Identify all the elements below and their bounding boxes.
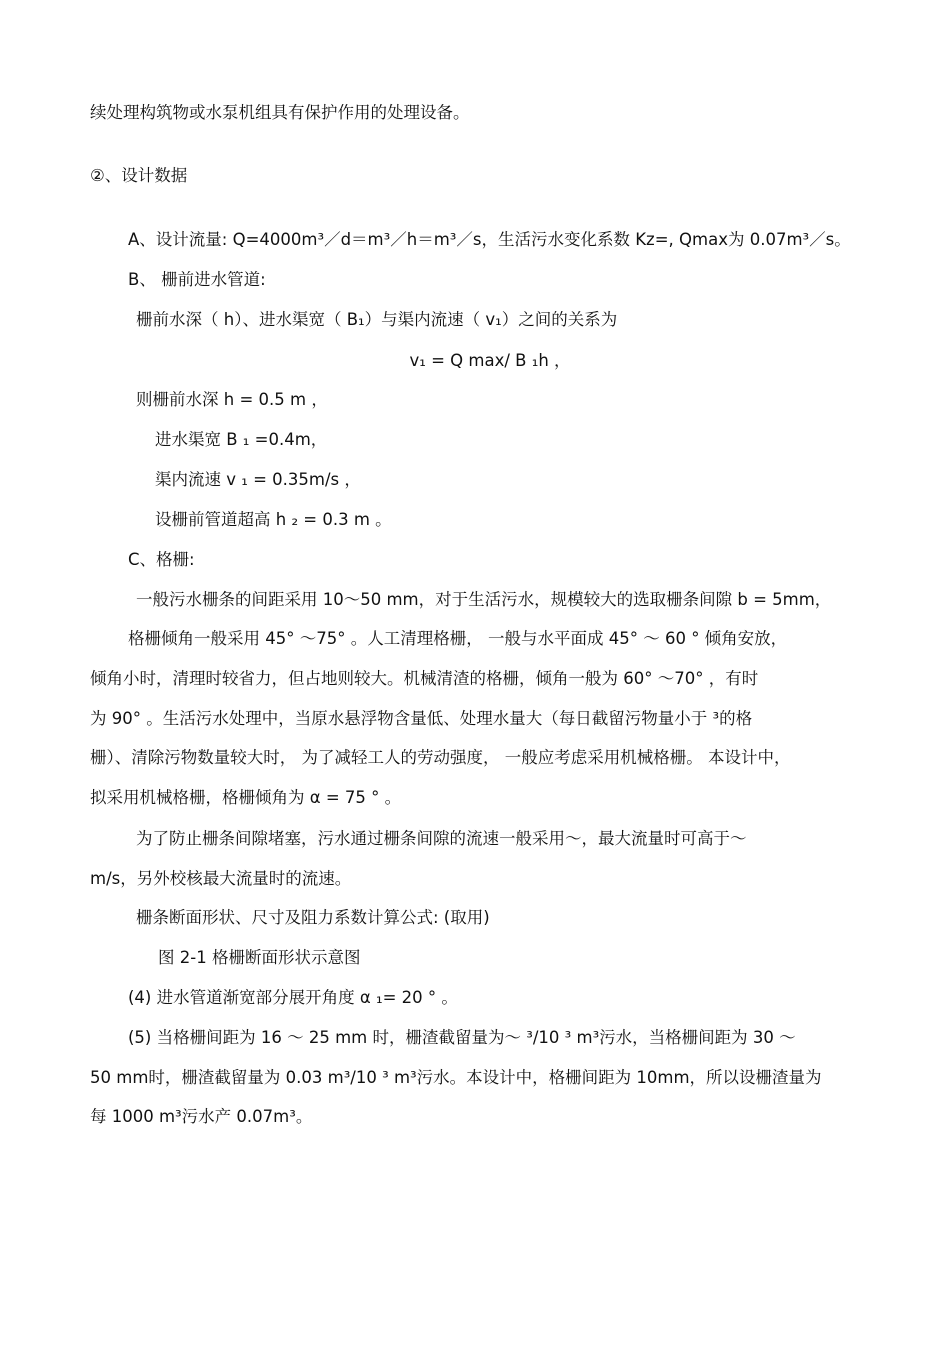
item-5-screenings-1: (5) 当格栅间距为 16 ～ 25 mm 时，栅渣截留量为～ ³/10 ³ m³污水，当格栅间距为 30 ～ — [128, 1028, 796, 1047]
param-channel-width: 进水渠宽 B ₁ =0.4m， — [155, 430, 328, 449]
paragraph-screen-angle-4: 栅）、清除污物数量较大时， 为了减轻工人的劳动强度， 一般应考虑采用机械格栅。 本设计中， — [90, 748, 791, 767]
item-5-screenings-2: 50 mm时，栅渣截留量为 0.03 m³/10 ³ m³污水。本设计中，格栅间距为 10mm，所以设栅渣量为 — [90, 1068, 822, 1087]
param-channel-velocity: 渠内流速 v ₁ = 0.35m/s ， — [155, 470, 361, 489]
paragraph-velocity-2: m/s，另外校核最大流量时的流速。 — [90, 869, 352, 888]
item-4-expansion-angle: (4) 进水管道渐宽部分展开角度 α ₁= 20 ° 。 — [128, 988, 458, 1007]
figure-caption: 图 2-1 格栅断面形状示意图 — [158, 948, 361, 967]
item-a-design-flow: A、设计流量: Q=4000m³／d＝m³／h＝m³／s，生活污水变化系数 Kz=, Qmax为 0.07m³／s。 — [128, 230, 851, 249]
paragraph-screen-angle-5: 拟采用机械格栅，格栅倾角为 α = 75 ° 。 — [90, 788, 402, 807]
param-freeboard: 设栅前管道超高 h ₂ = 0.3 m 。 — [155, 510, 392, 529]
item-c-heading: C、格栅: — [128, 550, 195, 569]
paragraph-screen-angle-3: 为 90° 。生活污水处理中，当原水悬浮物含量低、处理水量大（每日截留污物量小于 ³的格 — [90, 709, 753, 728]
formula-v1: v₁ = Q max/ B ₁h ， — [409, 351, 571, 370]
relation-description: 栅前水深（ h）、进水渠宽（ B₁）与渠内流速（ v₁）之间的关系为 — [136, 310, 618, 329]
item-b-heading: B、 栅前进水管道: — [128, 270, 266, 289]
param-water-depth: 则栅前水深 h = 0.5 m ， — [136, 390, 328, 409]
section-heading-design-data: ②、设计数据 — [90, 166, 188, 185]
paragraph-screen-angle-1: 格栅倾角一般采用 45° ～75° 。人工清理格栅， 一般与水平面成 45° ～ 60 ° 倾角安放， — [128, 629, 788, 648]
paragraph-line-continuation: 续处理构筑物或水泵机组具有保护作用的处理设备。 — [90, 103, 470, 122]
paragraph-screen-angle-2: 倾角小时，清理时较省力，但占地则较大。机械清渣的格栅，倾角一般为 60° ～70° ，有时 — [90, 669, 759, 688]
paragraph-velocity-1: 为了防止栅条间隙堵塞，污水通过栅条间隙的流速一般采用～，最大流量时可高于～ — [136, 829, 747, 848]
paragraph-bar-spacing: 一般污水栅条的间距采用 10～50 mm，对于生活污水，规模较大的选取栅条间隙 b = 5mm， — [136, 590, 832, 609]
paragraph-bar-shape: 栅条断面形状、尺寸及阻力系数计算公式: (取用) — [136, 908, 490, 927]
item-5-screenings-3: 每 1000 m³污水产 0.07m³。 — [90, 1107, 313, 1126]
